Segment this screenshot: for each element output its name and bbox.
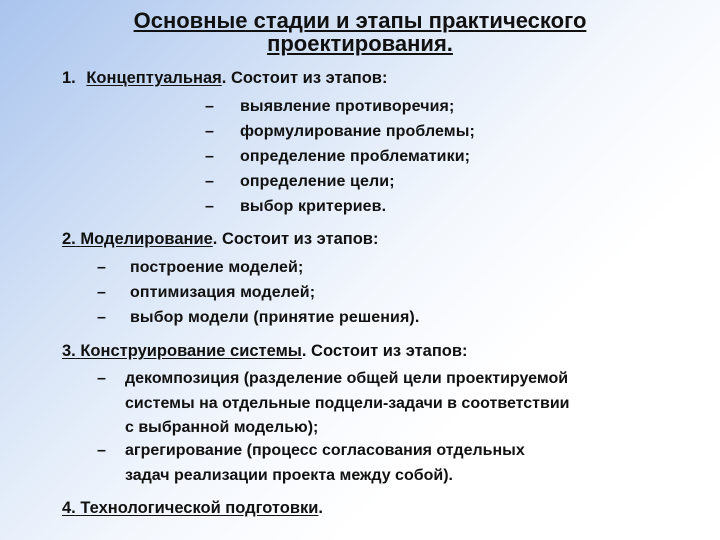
list-item	[205, 195, 625, 220]
list-item-text: определение проблематики;	[240, 148, 471, 165]
list-item-text	[125, 367, 697, 441]
section-3-number-name	[62, 342, 302, 360]
list-item-text: выбор критериев.	[240, 198, 387, 215]
section-1-suffix: . Состоит из этапов:	[221, 69, 388, 87]
dash-marker: –	[205, 173, 214, 190]
list-item-line: задач реализации проекта между собой).	[125, 466, 453, 484]
list-item-text: выбор модели (принятие решения).	[130, 309, 420, 326]
list-item	[205, 145, 625, 170]
list-item-text: построение моделей;	[130, 259, 304, 276]
dash-marker: –	[97, 370, 106, 387]
list-item	[97, 306, 557, 331]
slide-title	[40, 9, 680, 55]
list-item	[205, 120, 625, 145]
section-3-suffix: . Состоит из этапов:	[301, 342, 468, 360]
list-item-text: выявление противоречия;	[240, 98, 455, 115]
list-item	[97, 439, 697, 488]
section-1-heading	[62, 66, 387, 90]
list-item-line: с выбранной моделью);	[125, 419, 319, 436]
dash-marker: –	[205, 98, 214, 115]
list-item-text	[125, 439, 697, 488]
list-item-line: агрегирование (процесс согласования отдельных	[125, 442, 525, 459]
section-1-number: 1.	[62, 69, 76, 87]
section-4-suffix: .	[318, 499, 324, 517]
dash-marker: –	[97, 259, 106, 276]
slide-title-line-1: Основные стадии и этапы практического	[133, 8, 587, 33]
dash-marker: –	[97, 284, 106, 301]
section-2-heading	[62, 227, 378, 251]
section-2-name: Моделирование	[80, 230, 213, 248]
list-item-text: определение цели;	[240, 173, 395, 190]
section-3-name: Конструирование системы	[80, 342, 302, 360]
dash-marker: –	[205, 148, 214, 165]
list-item	[205, 170, 625, 195]
list-item-line: системы на отдельные подцели-задачи в соответствии	[125, 394, 570, 412]
section-2-number: 2.	[62, 230, 76, 248]
dash-marker: –	[205, 123, 214, 140]
section-4-number-name	[62, 499, 318, 517]
list-item-text: формулирование проблемы;	[240, 123, 475, 140]
section-4-heading	[62, 496, 323, 520]
slide-title-line-2: проектирования.	[267, 31, 453, 56]
section-2-suffix: . Состоит из этапов:	[212, 230, 379, 248]
section-3-number: 3.	[62, 342, 76, 360]
list-item	[205, 95, 625, 120]
dash-marker: –	[97, 309, 106, 326]
section-4-name: Технологической подготовки	[80, 499, 319, 517]
list-item	[97, 367, 697, 441]
section-2-list	[97, 256, 557, 331]
section-1-name: Концептуальная	[86, 69, 222, 87]
list-item-line: декомпозиция (разделение общей цели проектируемой	[125, 370, 569, 387]
list-item-text: оптимизация моделей;	[130, 284, 316, 301]
dash-marker: –	[97, 442, 106, 459]
section-2-number-name	[62, 230, 213, 248]
section-4-number: 4.	[62, 499, 76, 517]
dash-marker: –	[205, 198, 214, 215]
list-item	[97, 281, 557, 306]
list-item	[97, 256, 557, 281]
section-1-list	[205, 95, 625, 220]
section-3-heading	[62, 339, 468, 363]
